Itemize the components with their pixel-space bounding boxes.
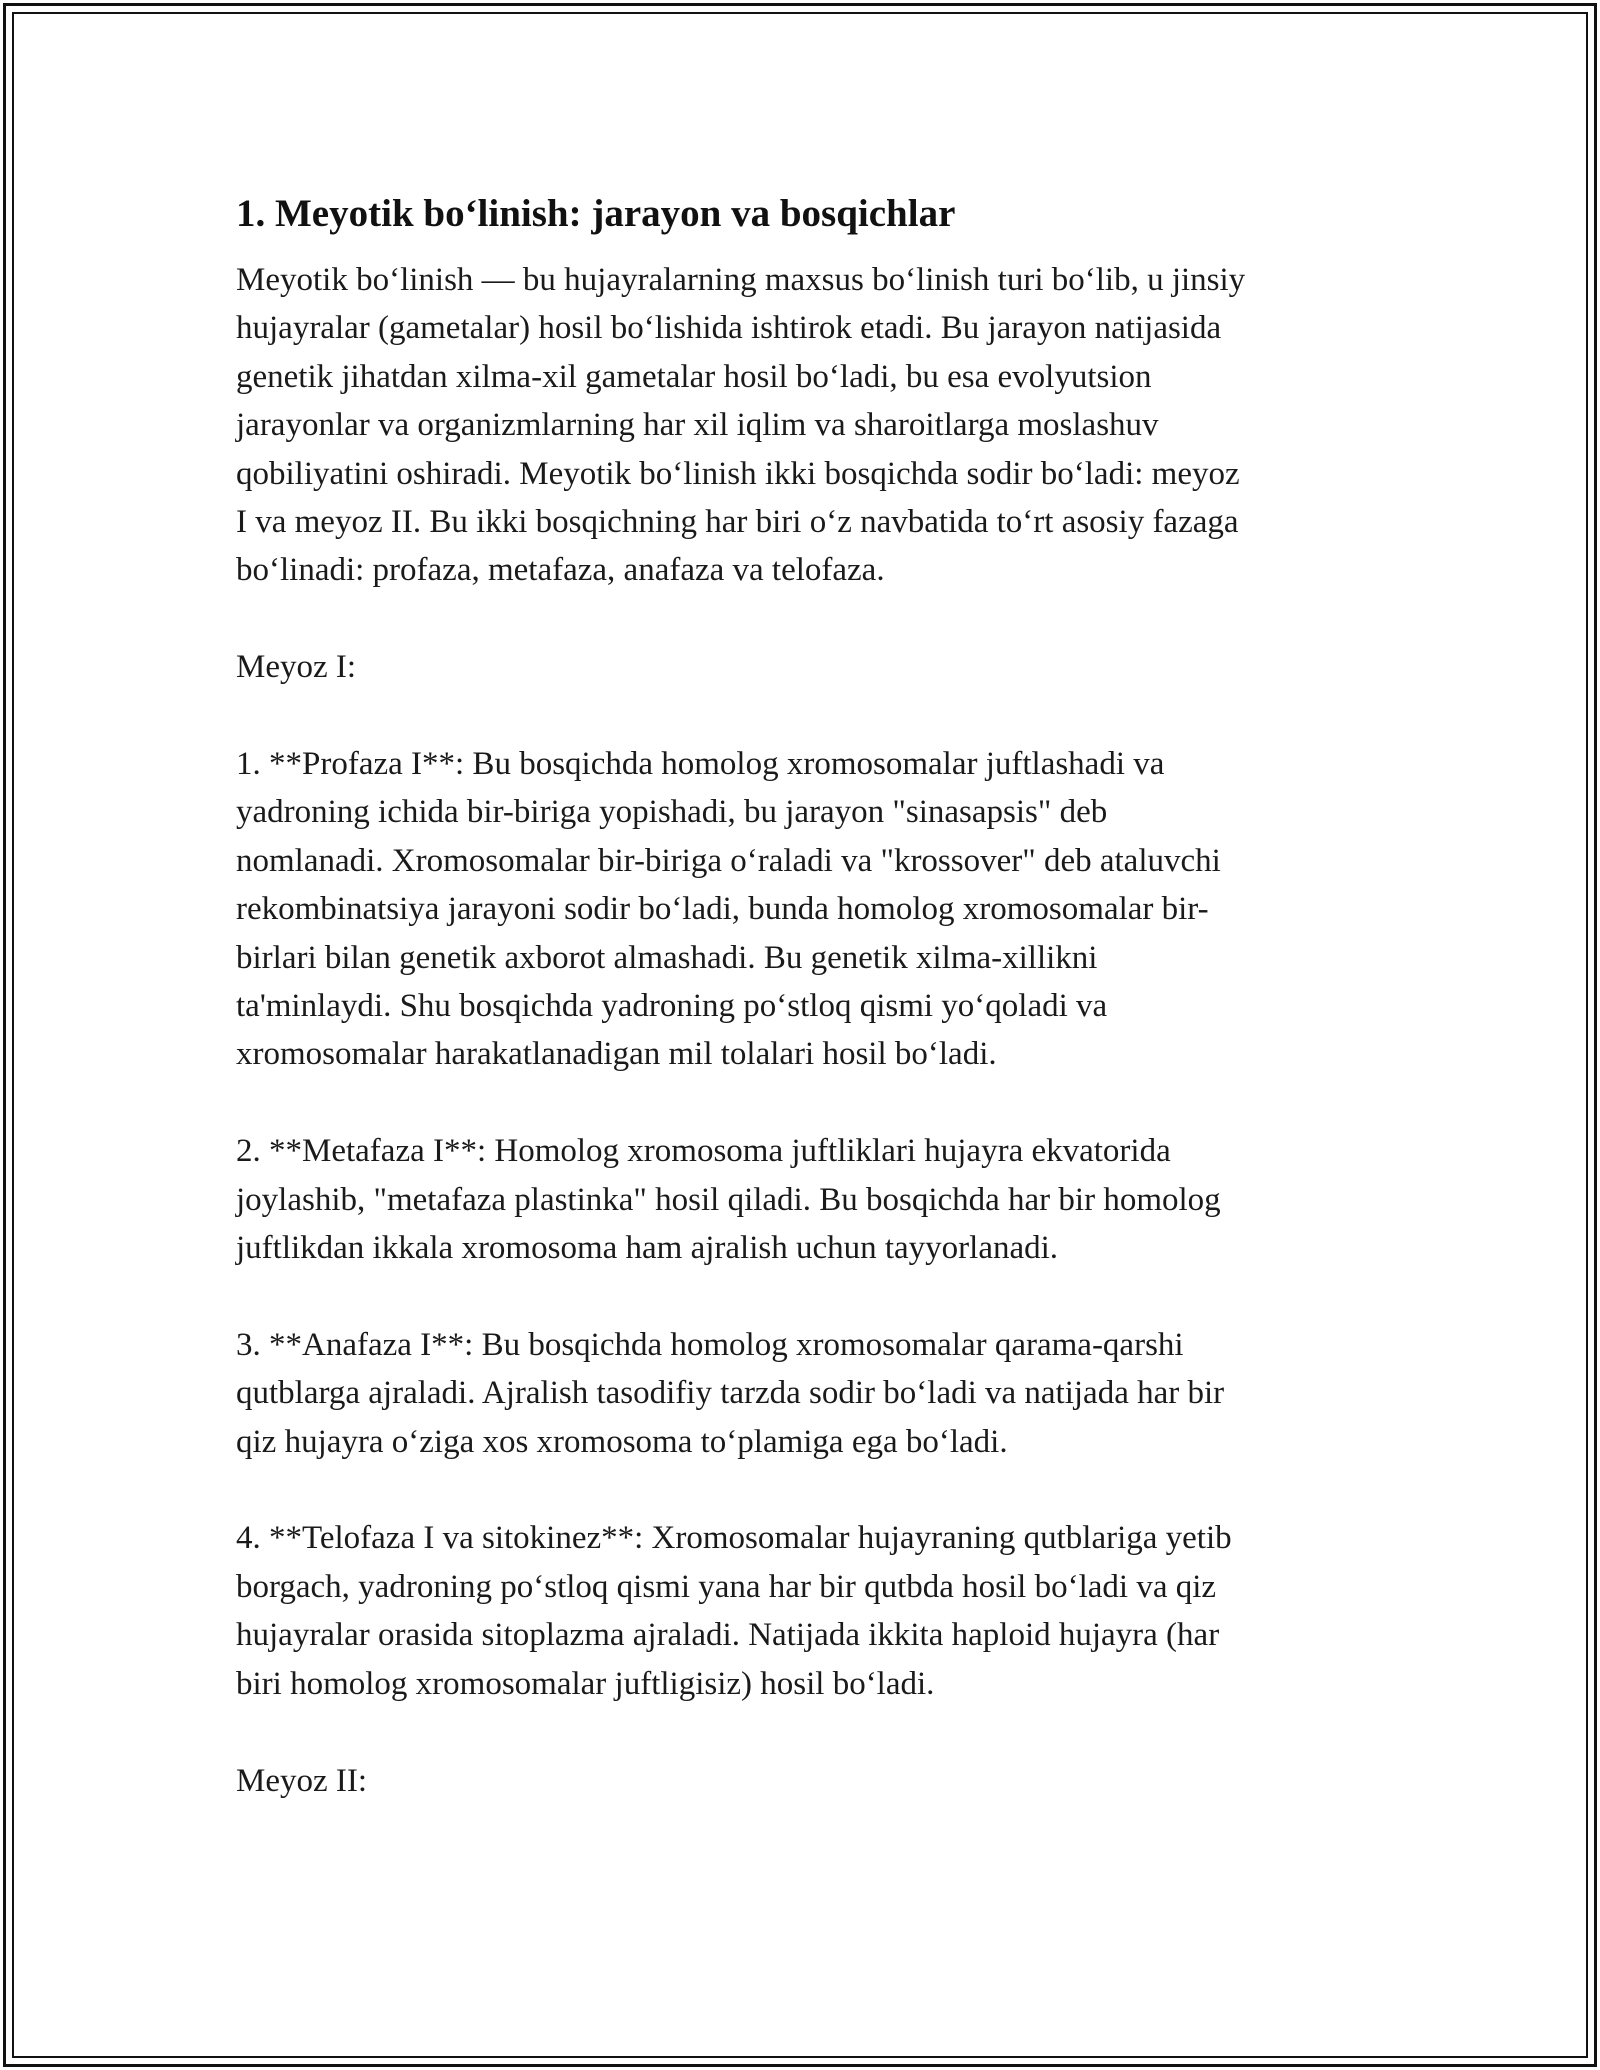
text-line: joylashib, "metafaza plastinka" hosil qiladi. Bu bosqichda har bir homolog: [236, 1181, 1221, 1218]
text-line: 1. **Profaza I**: Bu bosqichda homolog xromosomalar juftlashadi va: [236, 746, 1165, 783]
subheading-meyoz-1: [236, 643, 1386, 691]
intro-paragraph: [236, 256, 1386, 595]
text-line: I va meyoz II. Bu ikki bosqichning har biri o‘z navbatida to‘rt asosiy fazaga: [236, 504, 1239, 541]
text-line: Meyoz I:: [236, 649, 357, 686]
text-line: juftlikdan ikkala xromosoma ham ajralish uchun tayyorlanadi.: [236, 1230, 1059, 1267]
text-line: genetik jihatdan xilma-xil gametalar hosil bo‘ladi, bu esa evolyutsion: [236, 358, 1152, 395]
text-line: biri homolog xromosomalar juftligisiz) hosil bo‘ladi.: [236, 1665, 935, 1702]
document-body: [236, 186, 1386, 1853]
text-line: 2. **Metafaza I**: Homolog xromosoma juftliklari hujayra ekvatorida: [236, 1133, 1171, 1170]
profaza-paragraph: [236, 740, 1386, 1079]
text-line: qobiliyatini oshiradi. Meyotik bo‘linish ikki bosqichda sodir bo‘ladi: meyoz: [236, 455, 1240, 492]
telofaza-paragraph: [236, 1514, 1386, 1708]
text-line: bo‘linadi: profaza, metafaza, anafaza va telofaza.: [236, 552, 885, 589]
text-line: Meyoz II:: [236, 1762, 368, 1799]
text-line: birlari bilan genetik axborot almashadi. Bu genetik xilma-xillikni: [236, 939, 1098, 976]
text-line: hujayralar orasida sitoplazma ajraladi. Natijada ikkita haploid hujayra (har: [236, 1617, 1220, 1654]
text-line: qiz hujayra o‘ziga xos xromosoma to‘plamiga ega bo‘ladi.: [236, 1423, 1008, 1460]
anafaza-paragraph: [236, 1321, 1386, 1466]
text-line: xromosomalar harakatlanadigan mil tolalari hosil bo‘ladi.: [236, 1036, 997, 1073]
text-line: jarayonlar va organizmlarning har xil iqlim va sharoitlarga moslashuv: [236, 407, 1159, 444]
text-line: nomlanadi. Xromosomalar bir-biriga o‘raladi va "krossover" deb ataluvchi: [236, 842, 1221, 879]
text-line: qutblarga ajraladi. Ajralish tasodifiy tarzda sodir bo‘ladi va natijada har bir: [236, 1375, 1225, 1412]
text-line: ta'minlaydi. Shu bosqichda yadroning po‘stloq qismi yo‘qoladi va: [236, 988, 1108, 1025]
text-line: 3. **Anafaza I**: Bu bosqichda homolog xromosomalar qarama-qarshi: [236, 1326, 1184, 1363]
text-line: Meyotik bo‘linish — bu hujayralarning maxsus bo‘linish turi bo‘lib, u jinsiy: [236, 262, 1246, 298]
text-line: rekombinatsiya jarayoni sodir bo‘ladi, bunda homolog xromosomalar bir-: [236, 891, 1209, 928]
text-line: 4. **Telofaza I va sitokinez**: Xromosomalar hujayraning qutblariga yetib: [236, 1520, 1232, 1557]
text-line: yadroning ichida bir-biriga yopishadi, bu jarayon "sinasapsis" deb: [236, 794, 1108, 831]
section-heading: 1. Meyotik bo‘linish: jarayon va bosqichlar: [236, 192, 956, 235]
text-line: hujayralar (gametalar) hosil bo‘lishida ishtirok etadi. Bu jarayon natijasida: [236, 310, 1222, 347]
text-line: borgach, yadroning po‘stloq qismi yana har bir qutbda hosil bo‘ladi va qiz: [236, 1568, 1217, 1605]
metafaza-paragraph: [236, 1127, 1386, 1272]
subheading-meyoz-2: [236, 1757, 1386, 1805]
